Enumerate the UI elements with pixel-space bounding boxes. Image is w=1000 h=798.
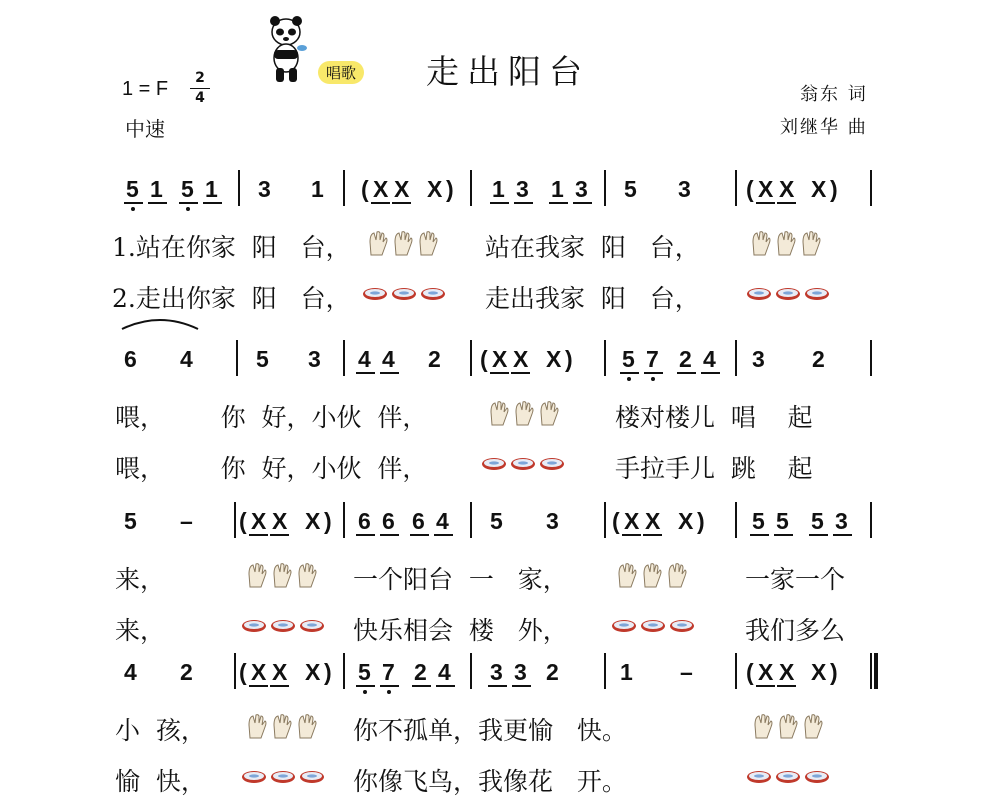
note: 2 bbox=[428, 346, 441, 372]
clapping-hands-icon bbox=[417, 230, 439, 256]
barline bbox=[238, 170, 240, 206]
note: ( bbox=[239, 508, 247, 534]
eighth-underline bbox=[371, 202, 390, 204]
drum-icon bbox=[391, 287, 417, 301]
eighth-underline bbox=[270, 534, 289, 536]
note: 1 bbox=[551, 176, 564, 202]
eighth-underline bbox=[436, 685, 455, 687]
clapping-hands-icon bbox=[392, 230, 414, 256]
clapping-hands-icon bbox=[513, 400, 535, 426]
eighth-underline bbox=[809, 534, 828, 536]
drum-icon bbox=[775, 287, 801, 301]
lyric-line: 快乐相会 楼 外， bbox=[353, 616, 568, 645]
eighth-underline bbox=[701, 372, 720, 374]
note: 4 bbox=[358, 346, 371, 372]
barline bbox=[470, 340, 472, 376]
meter-bottom: 4 bbox=[195, 90, 205, 106]
note: 1 bbox=[205, 176, 218, 202]
eighth-underline bbox=[356, 685, 375, 687]
barline bbox=[604, 340, 606, 376]
drum-icon bbox=[804, 287, 830, 301]
eighth-underline bbox=[203, 202, 222, 204]
clapping-hands-icon bbox=[616, 562, 638, 588]
note: 5 bbox=[776, 508, 789, 534]
note: ( bbox=[746, 176, 754, 202]
clapping-hands-icon bbox=[800, 230, 822, 256]
drum-icon bbox=[640, 619, 666, 633]
note: 2 bbox=[812, 346, 825, 372]
note: 2 bbox=[546, 659, 559, 685]
rhythm-symbols bbox=[746, 770, 830, 784]
clapping-hands-icon bbox=[296, 562, 318, 588]
note: 7 bbox=[382, 659, 395, 685]
note: 6 bbox=[382, 508, 395, 534]
eighth-underline bbox=[490, 202, 509, 204]
barline bbox=[604, 653, 606, 689]
rhythm-symbols bbox=[241, 619, 325, 633]
clapping-hands-icon bbox=[641, 562, 663, 588]
barline bbox=[735, 653, 737, 689]
barline bbox=[735, 340, 737, 376]
drum-icon bbox=[299, 770, 325, 784]
note: X bbox=[394, 176, 410, 202]
note: ( bbox=[746, 659, 754, 685]
rhythm-symbols bbox=[752, 713, 824, 739]
note: 5 bbox=[126, 176, 139, 202]
note: 5 bbox=[181, 176, 194, 202]
rhythm-symbols bbox=[367, 230, 439, 256]
note: – bbox=[680, 659, 693, 685]
note: 4 bbox=[438, 659, 451, 685]
note: 6 bbox=[412, 508, 425, 534]
final-barline bbox=[874, 653, 878, 689]
note: 1 bbox=[492, 176, 505, 202]
note: 7 bbox=[646, 346, 659, 372]
note: ) bbox=[830, 659, 838, 685]
note: 3 bbox=[308, 346, 321, 372]
drum-icon bbox=[539, 457, 565, 471]
note: X bbox=[811, 659, 827, 685]
note: 3 bbox=[835, 508, 848, 534]
low-octave-dot bbox=[627, 377, 631, 381]
note: X bbox=[272, 659, 288, 685]
eighth-underline bbox=[756, 685, 775, 687]
eighth-underline bbox=[756, 202, 775, 204]
note: X bbox=[305, 659, 321, 685]
lyric-line: 愉 快， bbox=[115, 767, 206, 796]
eighth-underline bbox=[573, 202, 592, 204]
drum-icon bbox=[746, 770, 772, 784]
eighth-underline bbox=[356, 534, 375, 536]
drum-icon bbox=[362, 287, 388, 301]
eighth-underline bbox=[777, 685, 796, 687]
note: 4 bbox=[382, 346, 395, 372]
note: 3 bbox=[490, 659, 503, 685]
note: 1 bbox=[311, 176, 324, 202]
note: X bbox=[758, 176, 774, 202]
drum-icon bbox=[669, 619, 695, 633]
eighth-underline bbox=[392, 202, 411, 204]
panda-icon bbox=[262, 14, 312, 84]
note: 3 bbox=[575, 176, 588, 202]
barline bbox=[870, 653, 872, 689]
drum-icon bbox=[241, 619, 267, 633]
barline bbox=[343, 653, 345, 689]
eighth-underline bbox=[620, 372, 639, 374]
lyric-line: 小 孩， bbox=[115, 716, 206, 745]
note: X bbox=[492, 346, 508, 372]
clapping-hands-icon bbox=[271, 562, 293, 588]
rhythm-symbols bbox=[616, 562, 688, 588]
barline bbox=[470, 653, 472, 689]
note: 3 bbox=[516, 176, 529, 202]
note: X bbox=[779, 659, 795, 685]
drum-icon bbox=[804, 770, 830, 784]
barline bbox=[870, 170, 872, 206]
note: 2 bbox=[679, 346, 692, 372]
barline bbox=[234, 653, 236, 689]
eighth-underline bbox=[270, 685, 289, 687]
note: X bbox=[272, 508, 288, 534]
clapping-hands-icon bbox=[296, 713, 318, 739]
eighth-underline bbox=[380, 534, 399, 536]
note: 3 bbox=[546, 508, 559, 534]
eighth-underline bbox=[380, 685, 399, 687]
clapping-hands-icon bbox=[488, 400, 510, 426]
clapping-hands-icon bbox=[538, 400, 560, 426]
low-octave-dot bbox=[387, 690, 391, 694]
clapping-hands-icon bbox=[246, 562, 268, 588]
rhythm-symbols bbox=[246, 713, 318, 739]
eighth-underline bbox=[356, 372, 375, 374]
lyric-line: 喂， 你 好，小伙 伴， bbox=[115, 454, 428, 483]
clapping-hands-icon bbox=[750, 230, 772, 256]
eighth-underline bbox=[750, 534, 769, 536]
barline bbox=[870, 340, 872, 376]
lyricist-credit: 翁东 词 bbox=[800, 84, 868, 105]
eighth-underline bbox=[249, 685, 268, 687]
low-octave-dot bbox=[186, 207, 190, 211]
note: X bbox=[513, 346, 529, 372]
note: 4 bbox=[436, 508, 449, 534]
eighth-underline bbox=[148, 202, 167, 204]
note: X bbox=[305, 508, 321, 534]
note: ( bbox=[239, 659, 247, 685]
note: ( bbox=[361, 176, 369, 202]
eighth-underline bbox=[410, 534, 429, 536]
barline bbox=[604, 170, 606, 206]
drum-icon bbox=[270, 770, 296, 784]
drum-icon bbox=[481, 457, 507, 471]
note: 5 bbox=[624, 176, 637, 202]
note: 4 bbox=[180, 346, 193, 372]
note: 3 bbox=[752, 346, 765, 372]
lyric-line: 1.站在你家 阳 台， bbox=[112, 233, 351, 262]
eighth-underline bbox=[488, 685, 507, 687]
meter-top: 2 bbox=[195, 70, 205, 86]
eighth-underline bbox=[549, 202, 568, 204]
note: X bbox=[758, 659, 774, 685]
eighth-underline bbox=[644, 372, 663, 374]
clapping-hands-icon bbox=[775, 230, 797, 256]
barline bbox=[470, 170, 472, 206]
lyric-line: 一个阳台 一 家， bbox=[353, 565, 568, 594]
barline bbox=[236, 340, 238, 376]
clapping-hands-icon bbox=[802, 713, 824, 739]
drum-icon bbox=[510, 457, 536, 471]
low-octave-dot bbox=[363, 690, 367, 694]
lyric-line: 一家一个 bbox=[745, 565, 846, 594]
lyric-line: 手拉手儿 跳 起 bbox=[615, 454, 813, 483]
drum-icon bbox=[241, 770, 267, 784]
eighth-underline bbox=[412, 685, 431, 687]
note: 4 bbox=[703, 346, 716, 372]
note: ) bbox=[565, 346, 573, 372]
note: ) bbox=[697, 508, 705, 534]
key-signature: 1 = F bbox=[122, 78, 169, 100]
barline bbox=[604, 502, 606, 538]
time-signature bbox=[190, 70, 210, 107]
clapping-hands-icon bbox=[271, 713, 293, 739]
barline bbox=[735, 502, 737, 538]
barline bbox=[234, 502, 236, 538]
note: ) bbox=[324, 659, 332, 685]
tempo-marking: 中速 bbox=[125, 117, 165, 141]
note: 5 bbox=[752, 508, 765, 534]
sing-badge: 唱歌 bbox=[318, 61, 364, 84]
note: X bbox=[678, 508, 694, 534]
song-title: 走出阳台 bbox=[426, 52, 590, 91]
barline bbox=[343, 340, 345, 376]
barline bbox=[343, 502, 345, 538]
lyric-line: 来， bbox=[115, 565, 166, 594]
eighth-underline bbox=[677, 372, 696, 374]
note: X bbox=[624, 508, 640, 534]
note: 5 bbox=[811, 508, 824, 534]
note: X bbox=[645, 508, 661, 534]
eighth-underline bbox=[643, 534, 662, 536]
clapping-hands-icon bbox=[777, 713, 799, 739]
eighth-underline bbox=[774, 534, 793, 536]
eighth-underline bbox=[179, 202, 198, 204]
lyric-line: 走出我家 阳 台， bbox=[485, 284, 700, 313]
note: 5 bbox=[358, 659, 371, 685]
note: X bbox=[251, 508, 267, 534]
slur-mark bbox=[118, 313, 202, 333]
eighth-underline bbox=[490, 372, 509, 374]
clapping-hands-icon bbox=[752, 713, 774, 739]
composer-credit: 刘继华 曲 bbox=[780, 117, 868, 138]
lyric-line: 来， bbox=[115, 616, 166, 645]
note: 1 bbox=[150, 176, 163, 202]
drum-icon bbox=[775, 770, 801, 784]
eighth-underline bbox=[833, 534, 852, 536]
note: 5 bbox=[622, 346, 635, 372]
barline bbox=[343, 170, 345, 206]
drum-icon bbox=[270, 619, 296, 633]
rhythm-symbols bbox=[750, 230, 822, 256]
clapping-hands-icon bbox=[246, 713, 268, 739]
barline bbox=[735, 170, 737, 206]
drum-icon bbox=[611, 619, 637, 633]
note: 1 bbox=[620, 659, 633, 685]
lyric-line: 喂， 你 好，小伙 伴， bbox=[115, 403, 428, 432]
note: X bbox=[427, 176, 443, 202]
note: 5 bbox=[490, 508, 503, 534]
note: X bbox=[251, 659, 267, 685]
eighth-underline bbox=[249, 534, 268, 536]
lyric-line: 站在我家 阳 台， bbox=[485, 233, 700, 262]
eighth-underline bbox=[512, 685, 531, 687]
low-octave-dot bbox=[131, 207, 135, 211]
note: 5 bbox=[124, 508, 137, 534]
eighth-underline bbox=[514, 202, 533, 204]
lyric-line: 2.走出你家 阳 台， bbox=[112, 284, 351, 313]
drum-icon bbox=[299, 619, 325, 633]
clapping-hands-icon bbox=[666, 562, 688, 588]
note: X bbox=[811, 176, 827, 202]
note: ( bbox=[612, 508, 620, 534]
note: 2 bbox=[414, 659, 427, 685]
note: 3 bbox=[258, 176, 271, 202]
note: ) bbox=[324, 508, 332, 534]
rhythm-symbols bbox=[611, 619, 695, 633]
note: 2 bbox=[180, 659, 193, 685]
note: 5 bbox=[256, 346, 269, 372]
rhythm-symbols bbox=[241, 770, 325, 784]
barline bbox=[870, 502, 872, 538]
note: 6 bbox=[124, 346, 137, 372]
rhythm-symbols bbox=[246, 562, 318, 588]
rhythm-symbols bbox=[746, 287, 830, 301]
note: 3 bbox=[678, 176, 691, 202]
note: X bbox=[546, 346, 562, 372]
lyric-line: 我们多么 bbox=[745, 616, 846, 645]
note: ( bbox=[480, 346, 488, 372]
note: 4 bbox=[124, 659, 137, 685]
barline bbox=[470, 502, 472, 538]
eighth-underline bbox=[777, 202, 796, 204]
note: 3 bbox=[514, 659, 527, 685]
lyric-line: 你像飞鸟，我像花 开。 bbox=[353, 767, 627, 796]
eighth-underline bbox=[511, 372, 530, 374]
note: X bbox=[373, 176, 389, 202]
note: ) bbox=[446, 176, 454, 202]
lyric-line: 楼对楼儿 唱 起 bbox=[615, 403, 813, 432]
eighth-underline bbox=[434, 534, 453, 536]
clapping-hands-icon bbox=[367, 230, 389, 256]
eighth-underline bbox=[622, 534, 641, 536]
low-octave-dot bbox=[651, 377, 655, 381]
lyric-line: 你不孤单，我更愉 快。 bbox=[353, 716, 627, 745]
note: X bbox=[779, 176, 795, 202]
rhythm-symbols bbox=[488, 400, 560, 426]
eighth-underline bbox=[380, 372, 399, 374]
note: 6 bbox=[358, 508, 371, 534]
rhythm-symbols bbox=[362, 287, 446, 301]
note: ) bbox=[830, 176, 838, 202]
eighth-underline bbox=[124, 202, 143, 204]
rhythm-symbols bbox=[481, 457, 565, 471]
drum-icon bbox=[420, 287, 446, 301]
drum-icon bbox=[746, 287, 772, 301]
note: – bbox=[180, 508, 193, 534]
